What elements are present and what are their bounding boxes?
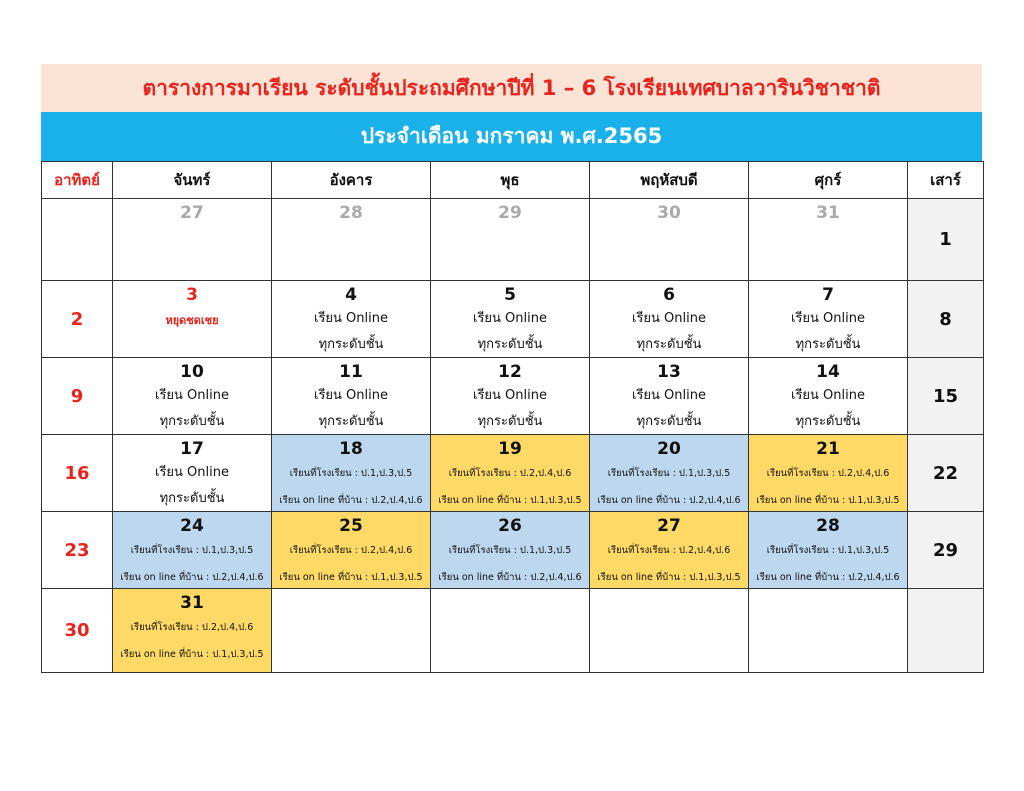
day-number: 28: [816, 516, 840, 536]
header-wednesday: พุธ: [431, 162, 590, 199]
onsite-classes-label: เรียนที่โรงเรียน : ป.2,ป.4,ป.6: [448, 468, 572, 479]
day-number: 30: [657, 203, 681, 223]
grade-scope-label: ทุกระดับชั้น: [795, 414, 861, 429]
grade-scope-label: ทุกระดับชั้น: [636, 414, 702, 429]
grade-scope-label: ทุกระดับชั้น: [477, 337, 543, 352]
header-friday: ศุกร์: [749, 162, 908, 199]
day-cell: [590, 358, 749, 435]
day-number: 27: [180, 203, 204, 223]
day-cell: [590, 199, 749, 281]
onsite-classes-label: เรียนที่โรงเรียน : ป.2,ป.4,ป.6: [607, 545, 731, 556]
page-title: ตารางการมาเรียน ระดับชั้นประถมศึกษาปีที่ 1 – 6 โรงเรียนเทศบาลวารินวิชาชาติ: [41, 64, 982, 112]
day-cell: [431, 589, 590, 673]
day-cell: [431, 281, 590, 358]
day-cell: [431, 435, 590, 512]
header-sunday: อาทิตย์: [42, 162, 113, 199]
day-cell: [431, 512, 590, 589]
study-mode-label: เรียน Online: [155, 465, 229, 480]
onsite-classes-label: เรียนที่โรงเรียน : ป.2,ป.4,ป.6: [130, 622, 254, 633]
day-cell: [590, 435, 749, 512]
day-number: 25: [339, 516, 363, 536]
day-cell: [113, 512, 272, 589]
onsite-classes-label: เรียนที่โรงเรียน : ป.1,ป.3,ป.5: [766, 545, 890, 556]
day-number: 27: [657, 516, 681, 536]
study-mode-label: เรียน Online: [791, 388, 865, 403]
onsite-classes-label: เรียนที่โรงเรียน : ป.2,ป.4,ป.6: [289, 545, 413, 556]
study-mode-label: เรียน Online: [632, 388, 706, 403]
grade-scope-label: ทุกระดับชั้น: [159, 491, 225, 506]
day-number: 4: [345, 285, 357, 305]
day-cell: [113, 281, 272, 358]
day-number: 3: [186, 285, 198, 305]
day-cell: [431, 199, 590, 281]
online-classes-label: เรียน on line ที่บ้าน : ป.2,ป.4,ป.6: [279, 495, 423, 506]
online-classes-label: เรียน on line ที่บ้าน : ป.2,ป.4,ป.6: [438, 572, 582, 583]
online-classes-label: เรียน on line ที่บ้าน : ป.1,ป.3,ป.5: [279, 572, 423, 583]
day-cell: [749, 435, 908, 512]
day-cell: [749, 589, 908, 673]
online-classes-label: เรียน on line ที่บ้าน : ป.1,ป.3,ป.5: [120, 649, 264, 660]
study-mode-label: เรียน Online: [473, 388, 547, 403]
day-number: 14: [816, 362, 840, 382]
saturday-cell: 15: [908, 358, 984, 435]
study-mode-label: เรียน Online: [155, 388, 229, 403]
day-cell: [113, 589, 272, 673]
study-mode-label: เรียน Online: [632, 311, 706, 326]
online-classes-label: เรียน on line ที่บ้าน : ป.1,ป.3,ป.5: [597, 572, 741, 583]
day-cell: [431, 358, 590, 435]
day-cell: [272, 512, 431, 589]
day-number: 31: [816, 203, 840, 223]
onsite-classes-label: เรียนที่โรงเรียน : ป.1,ป.3,ป.5: [448, 545, 572, 556]
day-number: 5: [504, 285, 516, 305]
day-number: 19: [498, 439, 522, 459]
grade-scope-label: ทุกระดับชั้น: [477, 414, 543, 429]
onsite-classes-label: เรียนที่โรงเรียน : ป.1,ป.3,ป.5: [607, 468, 731, 479]
grade-scope-label: ทุกระดับชั้น: [159, 414, 225, 429]
calendar-table: [41, 161, 984, 673]
grade-scope-label: ทุกระดับชั้น: [636, 337, 702, 352]
online-classes-label: เรียน on line ที่บ้าน : ป.2,ป.4,ป.6: [756, 572, 900, 583]
day-number: 24: [180, 516, 204, 536]
header-thursday: พฤหัสบดี: [590, 162, 749, 199]
saturday-cell: 1: [908, 199, 984, 281]
grade-scope-label: ทุกระดับชั้น: [318, 337, 384, 352]
grade-scope-label: ทุกระดับชั้น: [795, 337, 861, 352]
header-tuesday: อังคาร: [272, 162, 431, 199]
study-mode-label: เรียน Online: [314, 311, 388, 326]
day-number: 7: [822, 285, 834, 305]
grade-scope-label: ทุกระดับชั้น: [318, 414, 384, 429]
day-number: 31: [180, 593, 204, 613]
week-row: [42, 199, 984, 281]
sunday-cell: 30: [42, 589, 113, 673]
day-number: 21: [816, 439, 840, 459]
day-cell: [749, 512, 908, 589]
day-cell: [272, 281, 431, 358]
header-monday: จันทร์: [113, 162, 272, 199]
saturday-cell: 22: [908, 435, 984, 512]
day-number: 17: [180, 439, 204, 459]
day-cell: [272, 435, 431, 512]
week-row: [42, 435, 984, 512]
day-cell: [590, 512, 749, 589]
day-cell: [113, 435, 272, 512]
day-number: 13: [657, 362, 681, 382]
day-number: 29: [498, 203, 522, 223]
sunday-cell: 2: [42, 281, 113, 358]
week-row: [42, 589, 984, 673]
week-row: [42, 281, 984, 358]
weekday-header-row: [42, 162, 984, 199]
day-cell: [272, 358, 431, 435]
day-number: 18: [339, 439, 363, 459]
day-number: 26: [498, 516, 522, 536]
day-cell: [749, 358, 908, 435]
day-cell: [590, 589, 749, 673]
sunday-cell: 9: [42, 358, 113, 435]
day-cell: [113, 199, 272, 281]
header-saturday: เสาร์: [908, 162, 984, 199]
day-number: 10: [180, 362, 204, 382]
week-row: [42, 358, 984, 435]
week-row: [42, 512, 984, 589]
study-mode-label: เรียน Online: [473, 311, 547, 326]
holiday-label: หยุดชดเชย: [165, 314, 219, 327]
day-cell: [749, 281, 908, 358]
online-classes-label: เรียน on line ที่บ้าน : ป.2,ป.4,ป.6: [597, 495, 741, 506]
onsite-classes-label: เรียนที่โรงเรียน : ป.2,ป.4,ป.6: [766, 468, 890, 479]
day-cell: [272, 199, 431, 281]
sunday-cell: [42, 199, 113, 281]
day-cell: [113, 358, 272, 435]
online-classes-label: เรียน on line ที่บ้าน : ป.2,ป.4,ป.6: [120, 572, 264, 583]
onsite-classes-label: เรียนที่โรงเรียน : ป.1,ป.3,ป.5: [289, 468, 413, 479]
day-cell: [590, 281, 749, 358]
study-mode-label: เรียน Online: [314, 388, 388, 403]
day-number: 6: [663, 285, 675, 305]
online-classes-label: เรียน on line ที่บ้าน : ป.1,ป.3,ป.5: [756, 495, 900, 506]
sunday-cell: 16: [42, 435, 113, 512]
day-number: 28: [339, 203, 363, 223]
saturday-cell: 29: [908, 512, 984, 589]
month-title: ประจำเดือน มกราคม พ.ศ.2565: [41, 112, 982, 161]
sunday-cell: 23: [42, 512, 113, 589]
saturday-cell: [908, 589, 984, 673]
onsite-classes-label: เรียนที่โรงเรียน : ป.1,ป.3,ป.5: [130, 545, 254, 556]
day-number: 12: [498, 362, 522, 382]
day-cell: [272, 589, 431, 673]
saturday-cell: 8: [908, 281, 984, 358]
day-number: 11: [339, 362, 363, 382]
online-classes-label: เรียน on line ที่บ้าน : ป.1,ป.3,ป.5: [438, 495, 582, 506]
study-mode-label: เรียน Online: [791, 311, 865, 326]
day-cell: [749, 199, 908, 281]
day-number: 20: [657, 439, 681, 459]
